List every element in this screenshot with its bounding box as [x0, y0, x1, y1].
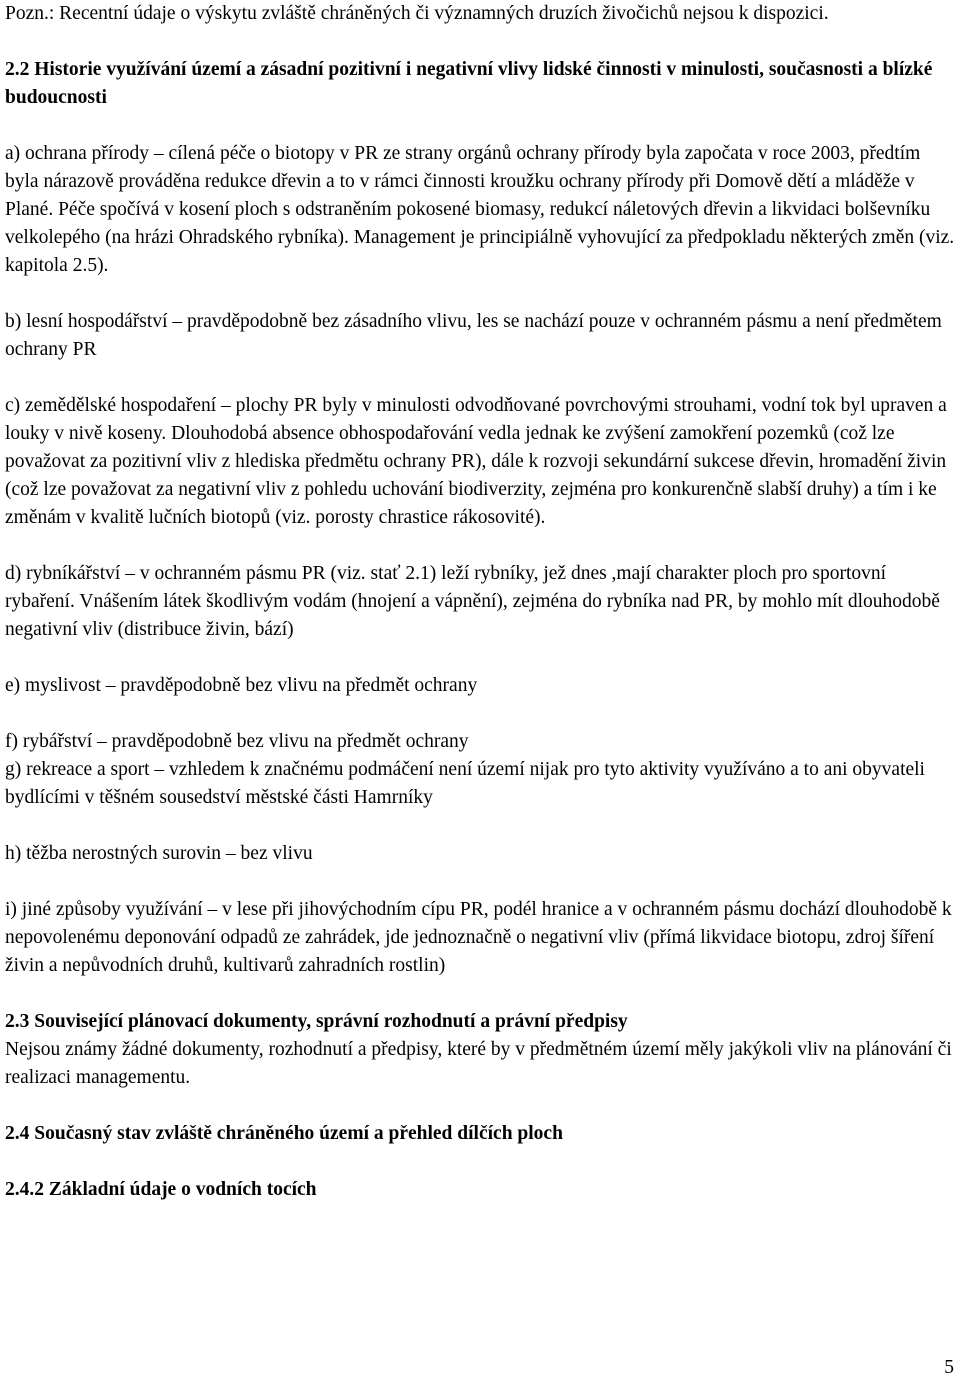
item-d-fishponds: d) rybníkářství – v ochranném pásmu PR (viz. stať 2.1) leží rybníky, jež dnes ,mají charakter ploch pro sportovní rybaření. Vnášením látek škodlivým vodám (hnojení a vápnění), zejména do rybníka nad PR, by mohlo mít dlouhodobě negativní vliv (distribuce živin, bází): [5, 563, 940, 640]
item-h-mining: h) těžba nerostných surovin – bez vlivu: [5, 843, 313, 864]
section-2-4-heading: 2.4 Současný stav zvláště chráněného území a přehled dílčích ploch: [5, 1123, 563, 1144]
item-f-fishing: f) rybářství – pravděpodobně bez vlivu na předmět ochrany: [5, 731, 469, 752]
item-g-recreation: g) rekreace a sport – vzhledem k značnému podmáčení není území nijak pro tyto aktivity využíváno a to ani obyvateli bydlícími v těšném sousedství městské části Hamrníky: [5, 759, 925, 808]
page-number: 5: [944, 1357, 954, 1378]
item-b-forestry: b) lesní hospodářství – pravděpodobně bez zásadního vlivu, les se nachází pouze v ochranném pásmu a není předmětem ochrany PR: [5, 311, 942, 360]
section-2-3-body: Nejsou známy žádné dokumenty, rozhodnutí a předpisy, které by v předmětném území měly jakýkoli vliv na plánování či realizaci managementu.: [5, 1039, 952, 1088]
section-2-3-heading: 2.3 Související plánovací dokumenty, správní rozhodnutí a právní předpisy: [5, 1011, 628, 1032]
item-e-hunting: e) myslivost – pravděpodobně bez vlivu na předmět ochrany: [5, 675, 478, 696]
item-c-agriculture: c) zemědělské hospodaření – plochy PR byly v minulosti odvodňované povrchovými strouhami, vodní tok byl upraven a louky v nivě koseny. Dlouhodobá absence obhospodařování vedla jednak ke zvýšení zamokření pozemků (což lze považovat za pozitivní vliv z hlediska předmětu ochrany PR), dále k rozvoji sekundární sukcese dřevin, hromadění živin (což lze považovat za negativní vliv z pohledu uchování biodiverzity, zejména pro konkurenčně slabší druhy) a tím i ke změnám v kvalitě lučních biotopů (viz. porosty chrastice rákosovité).: [5, 395, 947, 528]
section-2-2-heading: 2.2 Historie využívání území a zásadní pozitivní i negativní vlivy lidské činnosti v minulosti, současnosti a blízké budoucnosti: [5, 59, 933, 108]
section-2-4-2-heading: 2.4.2 Základní údaje o vodních tocích: [5, 1179, 317, 1200]
item-a-nature-protection: a) ochrana přírody – cílená péče o biotopy v PR ze strany orgánů ochrany přírody byla započata v roce 2003, předtím byla nárazově prováděna redukce dřevin a to v rámci činnosti kroužku ochrany přírody při Domově dětí a mláděže v Plané. Péče spočívá v kosení ploch s odstraněním pokosené biomasy, redukcí náletových dřevin a likvidaci bolševníku velkolepého (na hrázi Ohradského rybníka). Management je principiálně vyhovující za předpokladu některých změn (viz. kapitola 2.5).: [5, 143, 955, 276]
document-page: [5, 0, 955, 1204]
note-paragraph: Pozn.: Recentní údaje o výskytu zvláště chráněných či významných druzích živočichů nejsou k dispozici.: [5, 3, 829, 24]
item-i-other-uses: i) jiné způsoby využívání – v lese při jihovýchodním cípu PR, podél hranice a v ochranném pásmu dochází dlouhodobě k nepovolenému deponování odpadů ze zahrádek, jde jednoznačně o negativní vliv (přímá likvidace biotopu, zdroj šíření živin a nepůvodních druhů, kultivarů zahradních rostlin): [5, 899, 952, 976]
